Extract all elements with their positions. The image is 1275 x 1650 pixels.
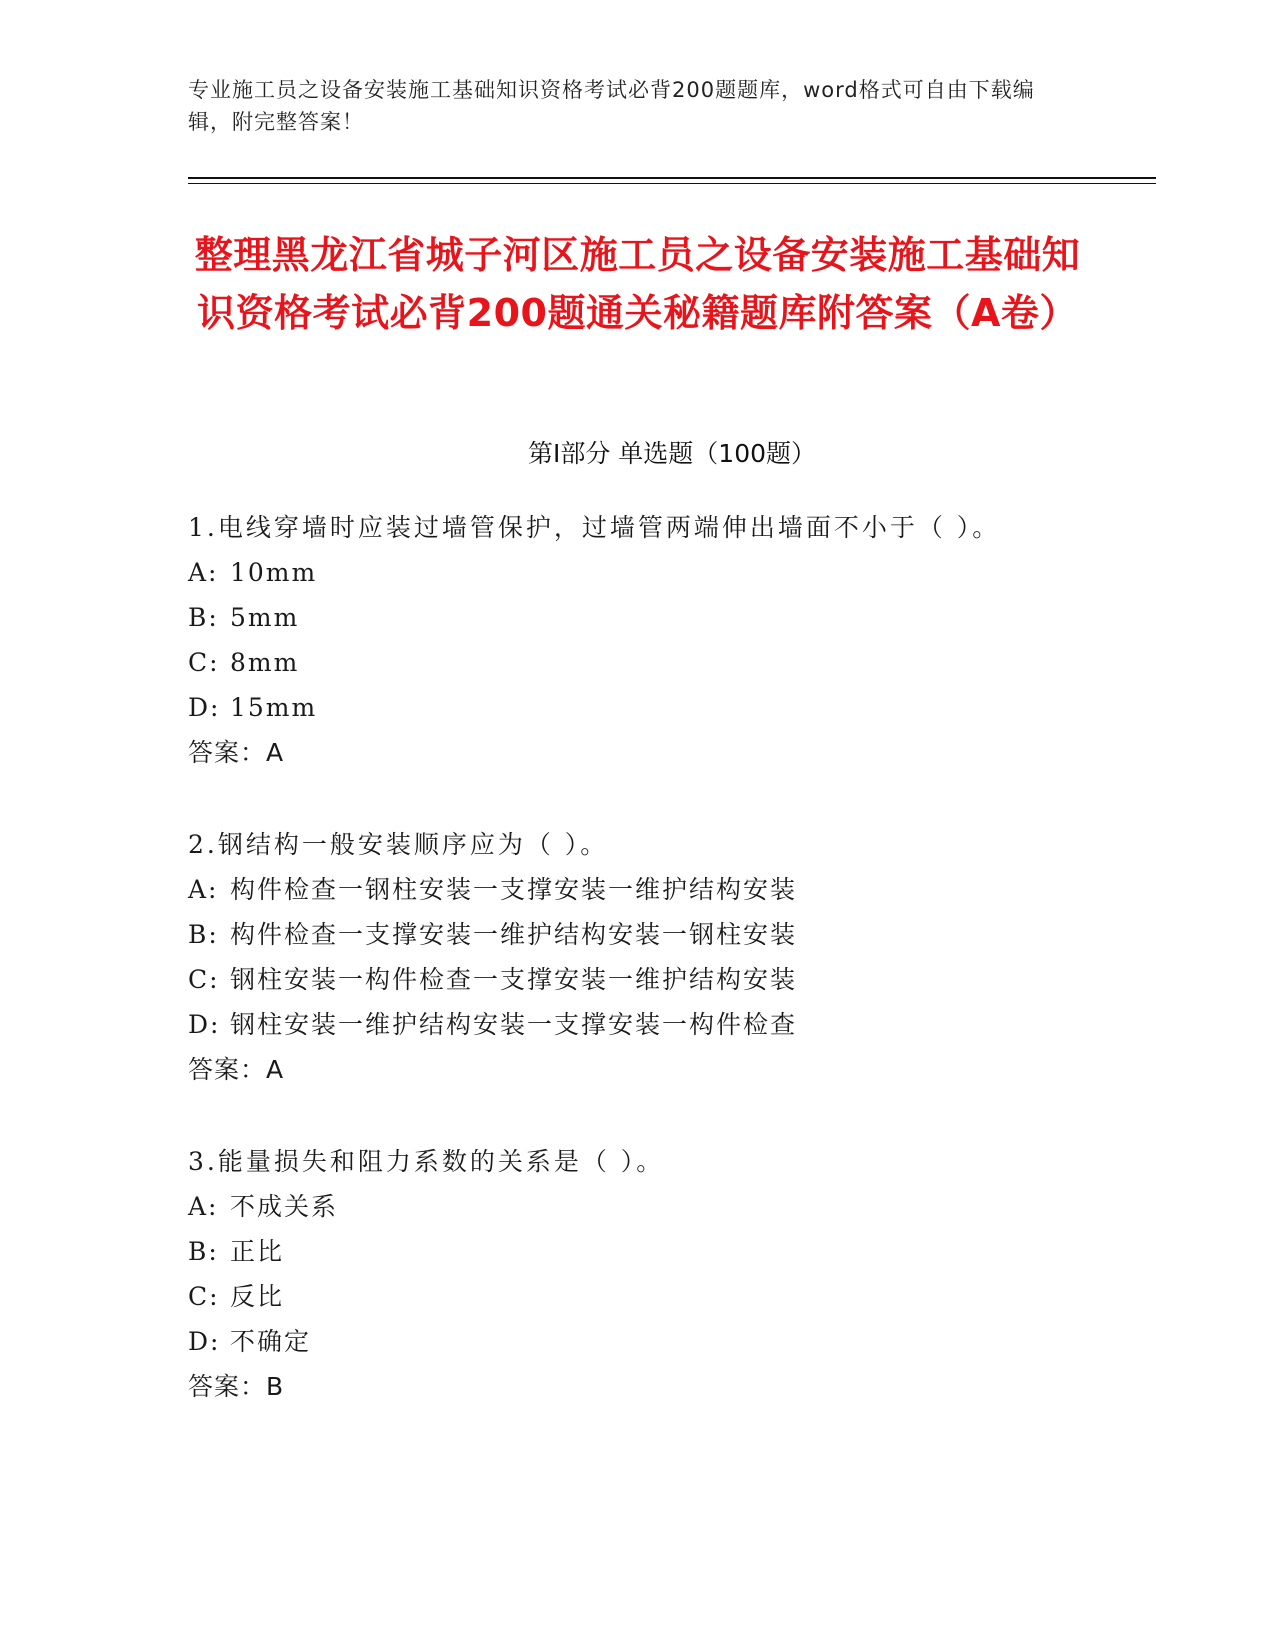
option-key: B: (188, 1237, 219, 1266)
option-key: C: (188, 1282, 220, 1311)
option-text: 反比 (230, 1282, 285, 1311)
option-key: D: (188, 1010, 221, 1039)
option-c (188, 1274, 1156, 1319)
option-key: B: (188, 920, 219, 949)
answer-line: 答案：A (188, 738, 285, 767)
option-key: A: (188, 1192, 219, 1221)
document-title: 整理黑龙江省城子河区施工员之设备安装施工基础知识资格考试必背200题通关秘籍题库附答案（A卷） (194, 233, 1081, 335)
question-2 (188, 822, 1156, 1092)
option-text: 构件检查一支撑安装一维护结构安装一钢柱安装 (230, 920, 798, 949)
option-key: B: (188, 603, 219, 632)
option-b (188, 912, 1156, 957)
question-stem: 3.能量损失和阻力系数的关系是（ ）。 (188, 1147, 665, 1176)
answer-line: 答案：B (188, 1372, 285, 1401)
option-key: C: (188, 648, 220, 677)
option-key: C: (188, 965, 220, 994)
option-text: 不确定 (230, 1327, 312, 1356)
option-text: 正比 (230, 1237, 285, 1266)
option-a (188, 867, 1156, 912)
option-d (188, 1002, 1156, 1047)
option-text: 钢柱安装一构件检查一支撑安装一维护结构安装 (230, 965, 798, 994)
option-d (188, 1319, 1156, 1364)
option-text: 10mm (230, 558, 318, 587)
option-c (188, 640, 1156, 685)
option-text: 15mm (230, 693, 318, 722)
answer-line: 答案：A (188, 1055, 285, 1084)
option-text: 8mm (230, 648, 300, 677)
option-key: D: (188, 693, 221, 722)
option-a (188, 550, 1156, 595)
option-text: 5mm (230, 603, 300, 632)
option-text: 钢柱安装一维护结构安装一支撑安装一构件检查 (230, 1010, 798, 1039)
header-note: 专业施工员之设备安装施工基础知识资格考试必背200题题库，word格式可自由下载编辑，附完整答案！ (188, 78, 1035, 134)
option-text: 不成关系 (230, 1192, 339, 1221)
header-divider-thick (188, 177, 1156, 179)
section-title: 第I部分 单选题（100题） (527, 439, 817, 468)
question-1 (188, 505, 1156, 775)
option-b (188, 1229, 1156, 1274)
header-divider-thin (188, 183, 1156, 184)
option-key: A: (188, 875, 219, 904)
question-stem: 2.钢结构一般安装顺序应为（ ）。 (188, 830, 609, 859)
option-d (188, 685, 1156, 730)
question-3 (188, 1139, 1156, 1409)
option-text: 构件检查一钢柱安装一支撑安装一维护结构安装 (230, 875, 798, 904)
option-key: D: (188, 1327, 221, 1356)
option-a (188, 1184, 1156, 1229)
option-c (188, 957, 1156, 1002)
option-key: A: (188, 558, 219, 587)
option-b (188, 595, 1156, 640)
question-stem: 1.电线穿墙时应装过墙管保护，过墙管两端伸出墙面不小于（ ）。 (188, 513, 1001, 542)
